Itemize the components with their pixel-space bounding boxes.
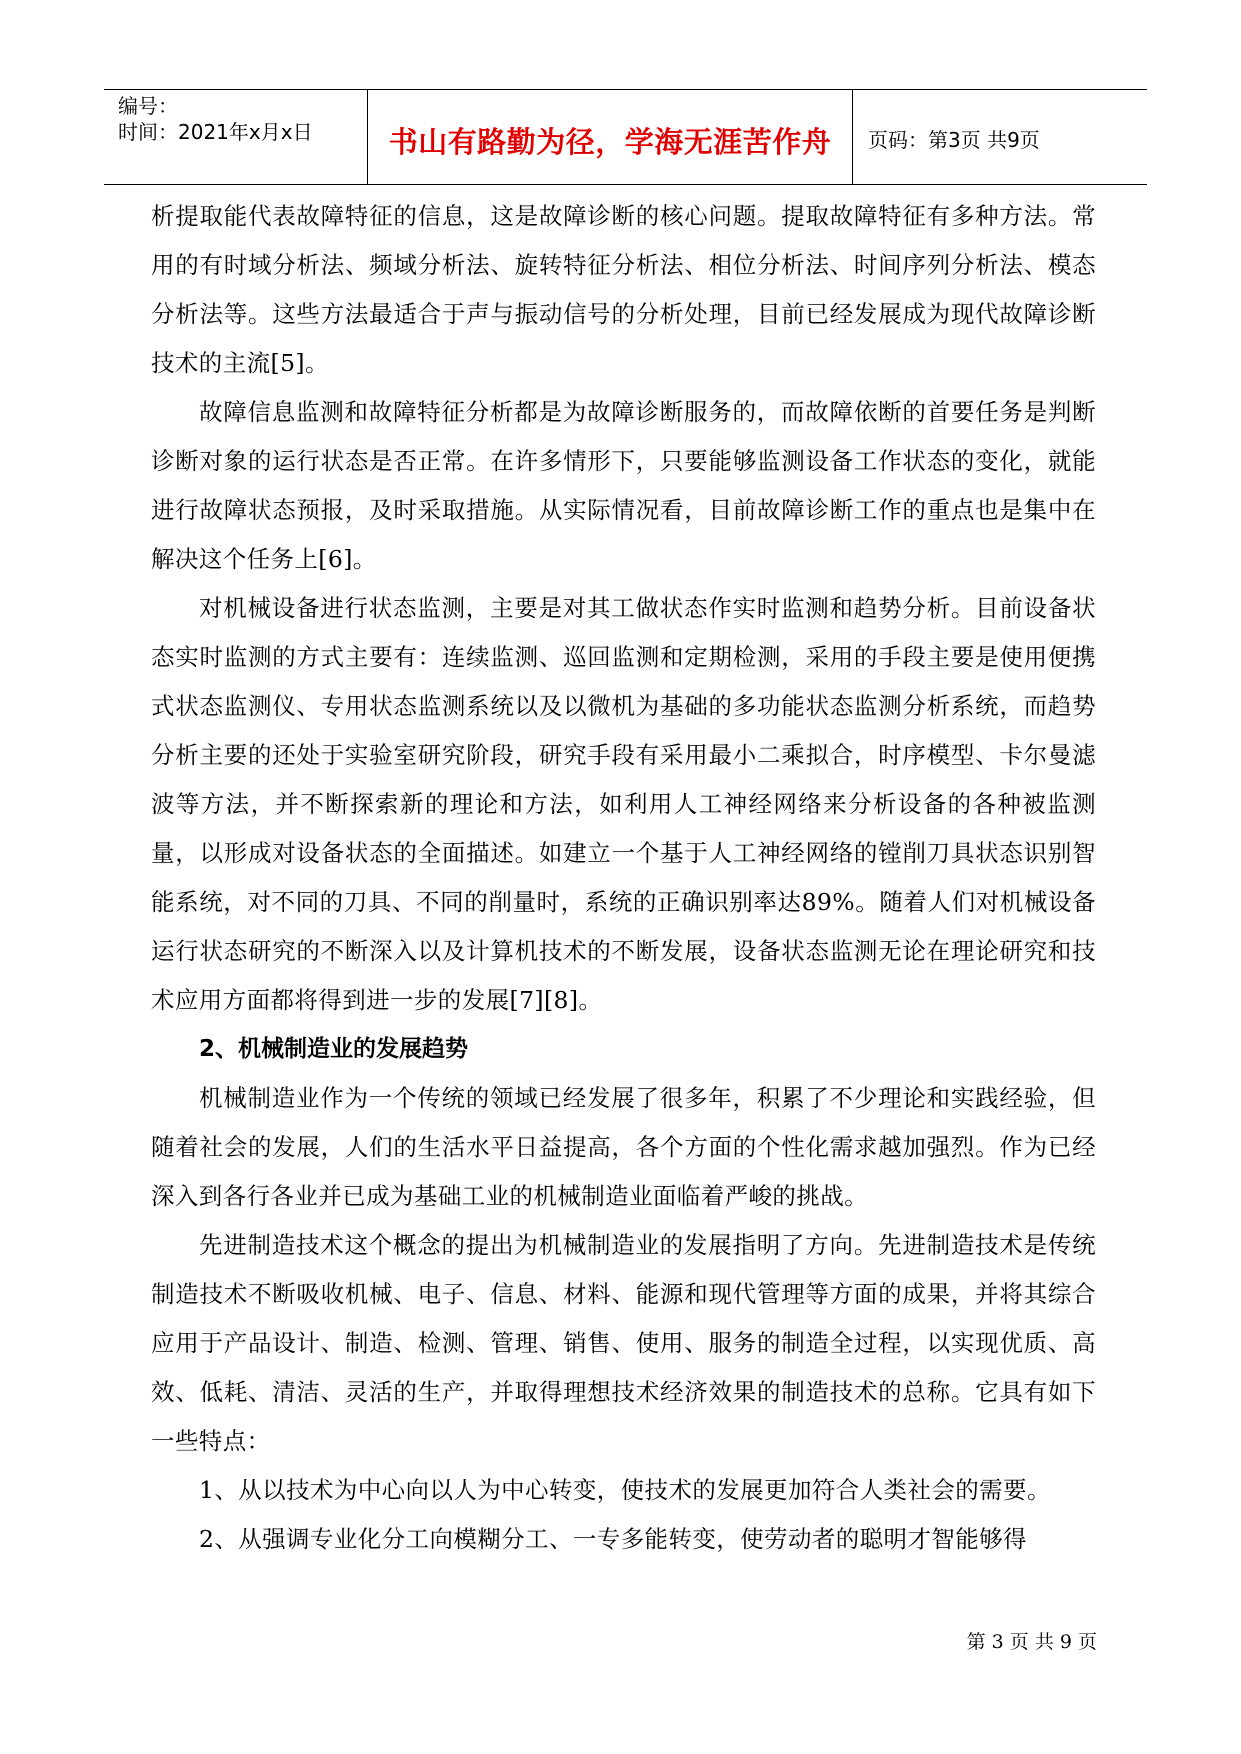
page-footer-number: 第 3 页 共 9 页 (966, 1631, 1097, 1653)
list-item: 2、从强调专业化分工向模糊分工、一专多能转变，使劳动者的聪明才智能够得 (199, 1525, 1027, 1553)
header-motto-cell (367, 90, 853, 184)
paragraph: 故障信息监测和故障特征分析都是为故障诊断服务的，而故障依断的首要任务是判断诊断对象的运行状态是否正常。在许多情形下，只要能够监测设备工作状态的变化，就能进行故障状态预报，及时采取措施。从实际情况看，目前故障诊断工作的重点也是集中在解决这个任务上[6]。 (151, 398, 1096, 573)
section-heading: 2、机械制造业的发展趋势 (199, 1036, 469, 1062)
paragraph: 先进制造技术这个概念的提出为机械制造业的发展指明了方向。先进制造技术是传统制造技术不断吸收机械、电子、信息、材料、能源和现代管理等方面的成果，并将其综合应用于产品设计、制造、检测、管理、销售、使用、服务的制造全过程，以实现优质、高效、低耗、清洁、灵活的生产，并取得理想技术经济效果的制造技术的总称。它具有如下一些特点： (151, 1231, 1096, 1455)
list-item: 1、从以技术为中心向以人为中心转变，使技术的发展更加符合人类社会的需要。 (199, 1476, 1051, 1504)
header-page-cell (853, 90, 1147, 184)
document-header (104, 89, 1147, 185)
document-body (151, 192, 1096, 1564)
document-number-label: 编号： (118, 94, 178, 118)
paragraph: 对机械设备进行状态监测，主要是对其工做状态作实时监测和趋势分析。目前设备状态实时监测的方式主要有：连续监测、巡回监测和定期检测，采用的手段主要是使用便携式状态监测仪、专用状态监测系统以及以微机为基础的多功能状态监测分析系统，而趋势分析主要的还处于实验室研究阶段，研究手段有采用最小二乘拟合，时序模型、卡尔曼滤波等方法，并不断探索新的理论和方法，如利用人工神经网络来分析设备的各种被监测量，以形成对设备状态的全面描述。如建立一个基于人工神经网络的镗削刀具状态识别智能系统，对不同的刀具、不同的削量时，系统的正确识别率达89%。随着人们对机械设备运行状态研究的不断深入以及计算机技术的不断发展，设备状态监测无论在理论研究和技术应用方面都将得到进一步的发展[7][8]。 (151, 594, 1096, 1014)
paragraph: 机械制造业作为一个传统的领域已经发展了很多年，积累了不少理论和实践经验，但随着社会的发展，人们的生活水平日益提高，各个方面的个性化需求越加强烈。作为已经深入到各行各业并已成为基础工业的机械制造业面临着严峻的挑战。 (151, 1084, 1096, 1210)
document-time-label: 时间：2021年x月x日 (118, 120, 313, 144)
header-info-cell (104, 90, 366, 184)
paragraph-continuation: 析提取能代表故障特征的信息，这是故障诊断的核心问题。提取故障特征有多种方法。常用的有时域分析法、频域分析法、旋转特征分析法、相位分析法、时间序列分析法、模态分析法等。这些方法最适合于声与振动信号的分析处理，目前已经发展成为现代故障诊断技术的主流[5]。 (151, 202, 1096, 377)
header-page-code: 页码：第3页 共9页 (868, 128, 1040, 152)
header-motto: 书山有路勤为径，学海无涯苦作舟 (388, 125, 832, 159)
